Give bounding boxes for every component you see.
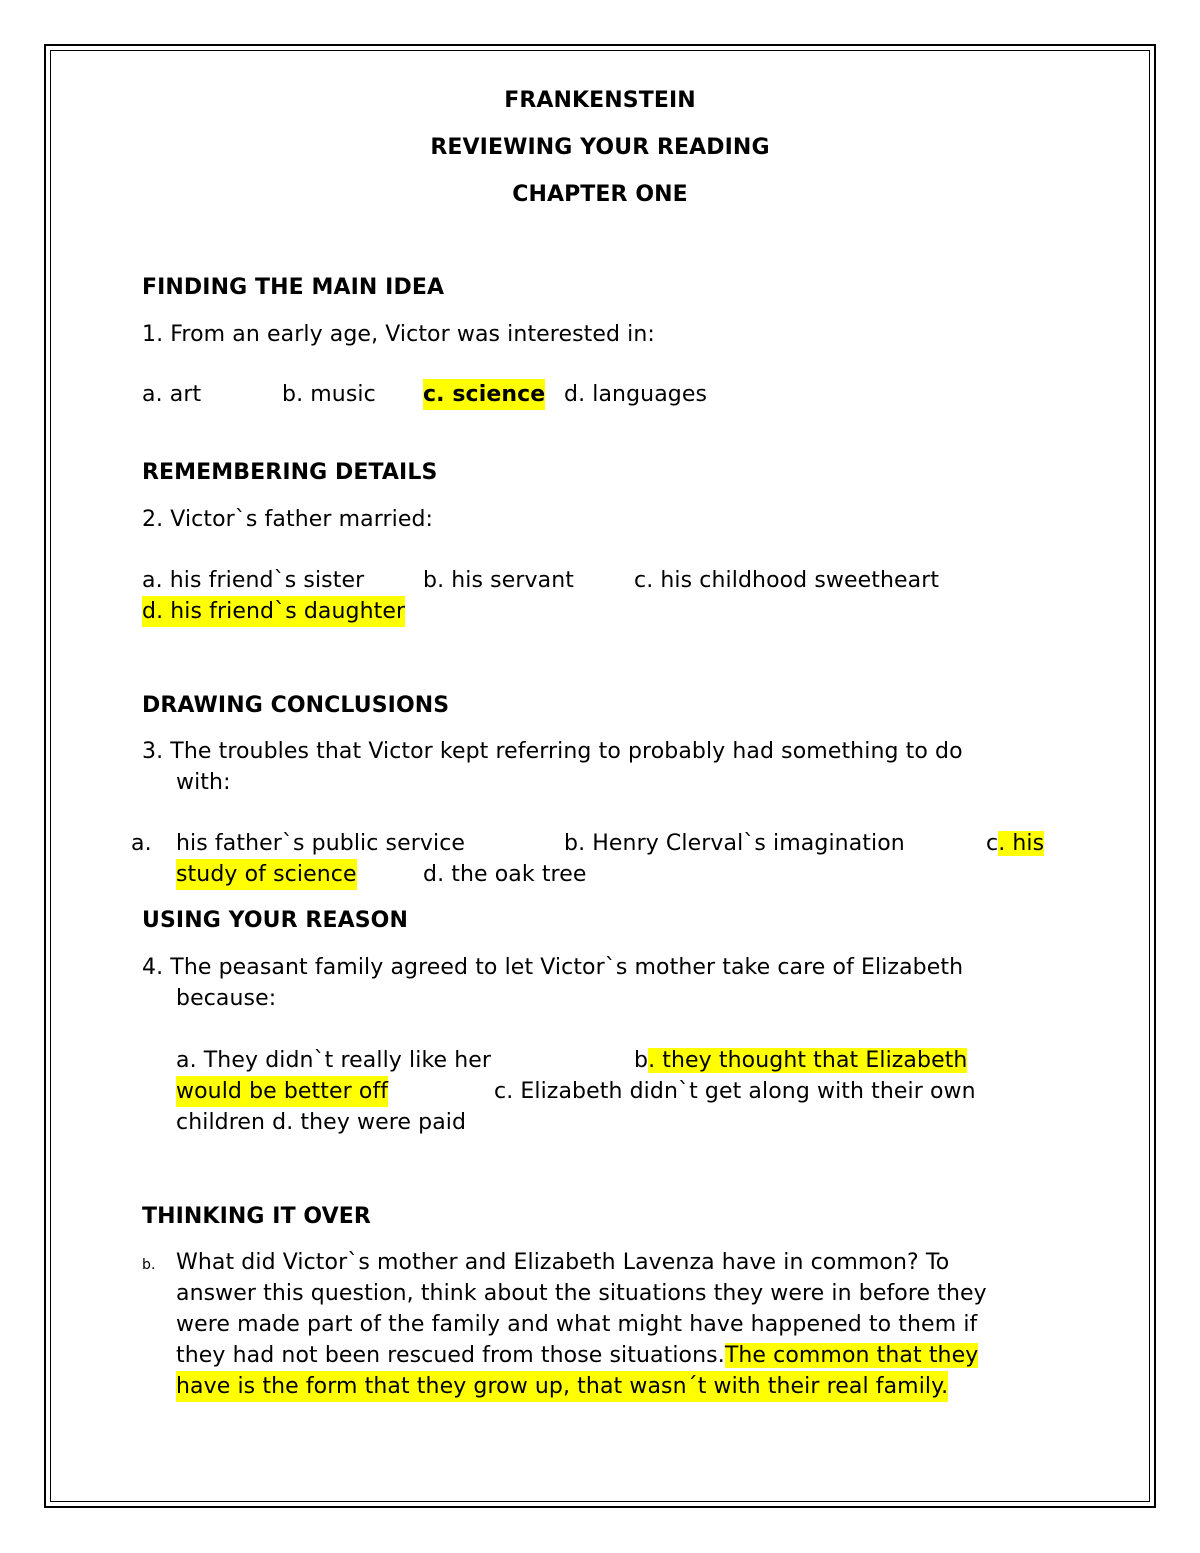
question-5-line-3: were made part of the family and what might have happened to them if [176,1312,978,1337]
question-2: 2. Victor`s father married: [142,507,434,532]
document-title: FRANKENSTEIN [504,88,696,113]
q1-option-d: d. languages [564,382,708,407]
q3-option-c-highlight: . his [998,831,1045,856]
q4-option-b-continued: would be better off [176,1076,388,1107]
section-heading-thinking: THINKING IT OVER [142,1204,371,1229]
chapter-heading: CHAPTER ONE [512,182,688,207]
q4-option-c-continued: children d. they were paid [176,1110,467,1135]
answer-5-highlight-start: The common that they [724,1343,979,1368]
question-5-line-2: answer this question, think about the situations they were in before they [176,1281,987,1306]
q3-option-d: d. the oak tree [423,862,587,887]
q2-option-b: b. his servant [423,568,574,593]
q1-option-c-answer: c. science [423,379,545,410]
question-4-line-1: 4. The peasant family agreed to let Victor`s mother take care of Elizabeth [142,955,964,980]
q2-option-d-answer: d. his friend`s daughter [142,596,405,627]
answer-5-highlight-end: have is the form that they grow up, that wasn´t with their real family. [176,1371,948,1402]
q2-option-c: c. his childhood sweetheart [634,568,940,593]
q3-option-a-marker: a. [131,831,152,856]
question-4-line-2: because: [176,986,277,1011]
question-5-line-4 [176,1340,978,1371]
question-5-text-end: they had not been rescued from those situations. [176,1343,725,1368]
q4-option-a: a. They didn`t really like her [176,1048,492,1073]
q3-option-a: his father`s public service [176,831,466,856]
q2-option-a: a. his friend`s sister [142,568,365,593]
question-3-line-1: 3. The troubles that Victor kept referring to probably had something to do [142,739,963,764]
document-subtitle: REVIEWING YOUR READING [430,135,770,160]
question-3-line-2: with: [176,770,231,795]
q4-option-b-letter: b [634,1048,649,1073]
q3-option-c-letter: c [986,831,999,856]
q4-option-c: c. Elizabeth didn`t get along with their own [494,1079,976,1104]
q4-option-b-highlight: . they thought that Elizabeth [648,1048,968,1073]
q4-option-b-answer [634,1045,967,1076]
question-5-marker: b. [142,1257,156,1273]
q3-option-c-answer [986,828,1044,859]
section-heading-reason: USING YOUR REASON [142,908,408,933]
question-1: 1. From an early age, Victor was interested in: [142,322,655,347]
q1-option-b: b. music [282,382,376,407]
q3-option-c-continued: study of science [176,859,357,890]
question-5-line-1: What did Victor`s mother and Elizabeth Lavenza have in common? To [176,1250,950,1275]
section-heading-details: REMEMBERING DETAILS [142,460,438,485]
section-heading-main-idea: FINDING THE MAIN IDEA [142,275,445,300]
q1-option-a: a. art [142,382,202,407]
q3-option-b: b. Henry Clerval`s imagination [564,831,905,856]
section-heading-conclusions: DRAWING CONCLUSIONS [142,693,450,718]
